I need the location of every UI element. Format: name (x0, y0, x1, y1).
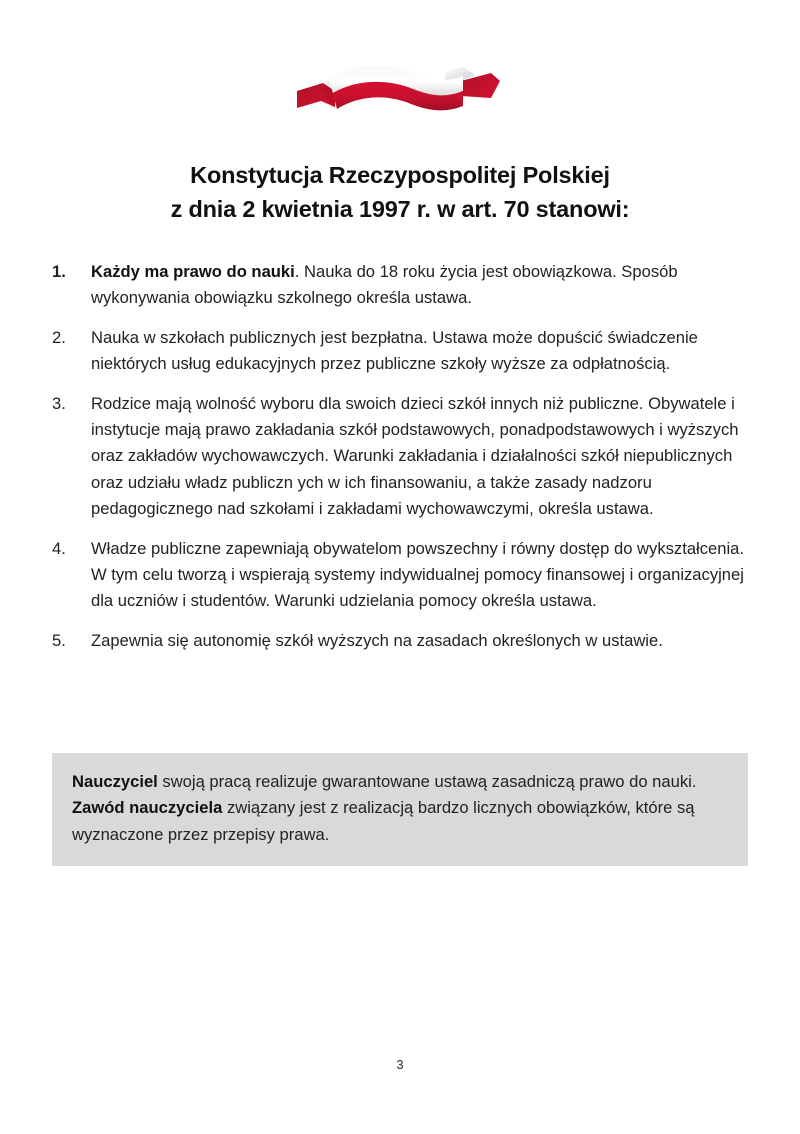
page-title-line-2: z dnia 2 kwietnia 1997 r. w art. 70 stanowi: (170, 196, 630, 222)
polish-flag-ribbon-icon (0, 38, 800, 142)
page-number: 3 (396, 1057, 404, 1072)
list-item-marker: 4. (52, 538, 66, 558)
list-item-text: Władze publiczne zapewniają obywatelom powszechny i równy dostęp do wykształcenia. W tym celu tworzą i wspierają systemy indywidualnej pomocy finansowej i organizacyjnej dla uczniów i studentów. Warunki udzielania pomocy określa ustawa. (91, 538, 745, 611)
list-item-marker: 5. (52, 630, 66, 650)
list-item (52, 628, 752, 654)
list-item (52, 325, 752, 378)
callout-seg-4: związany jest z realizacją bardzo licznych obowiązków, które są wyznaczone przez przepisy prawa. (72, 798, 695, 844)
constitution-points-list (52, 259, 752, 654)
list-item-text: Rodzice mają wolność wyboru dla swoich dzieci szkół innych niż publiczne. Obywatele i instytucje mają prawo zakładania szkół podstawowych, ponadpodstawowych i wyższych oraz zakładów wychowawczych. Warunki zakładania i działalności szkół niepublicznych oraz udziału władz publiczn ych w ich finansowaniu, a także zasady nadzoru pedagogicznego nad szkołami i zakładami wychowawczymi, określa ustawa. (91, 393, 739, 519)
list-item-bold-lead: Każdy ma prawo do nauki (91, 262, 295, 281)
callout-seg-2: swoją pracą realizuje gwarantowane ustawą zasadniczą prawo do nauki. (157, 772, 697, 791)
list-item-marker: 3. (52, 393, 66, 413)
list-item-text: Nauka w szkołach publicznych jest bezpłatna. Ustawa może dopuścić świadczenie niektórych usług edukacyjnych przez publiczne szkoły wyższe za odpłatnością. (91, 327, 698, 374)
list-item-rest: . Nauka do 18 roku życia jest obowiązkowa. Sposób wykonywania obowiązku szkolnego określa ustawa. (91, 262, 678, 308)
list-item-text: Zapewnia się autonomię szkół wyższych na zasadach określonych w ustawie. (91, 630, 663, 650)
callout-seg-3 (72, 798, 222, 817)
list-item (52, 391, 752, 523)
list-item (52, 259, 752, 312)
list-item-text (91, 262, 678, 307)
callout-seg-1 (72, 772, 158, 791)
callout-bold-zawod: Zawód nauczyciela (72, 798, 223, 818)
callout-bold-nauczyciel: Nauczyciel (72, 772, 158, 791)
page-title (0, 158, 800, 226)
list-item-marker: 2. (52, 327, 66, 347)
teacher-note-callout (52, 753, 748, 866)
list-item (52, 536, 752, 615)
list-item-marker: 1. (52, 262, 66, 281)
page-title-line-1: Konstytucja Rzeczypospolitej Polskiej (190, 162, 610, 188)
